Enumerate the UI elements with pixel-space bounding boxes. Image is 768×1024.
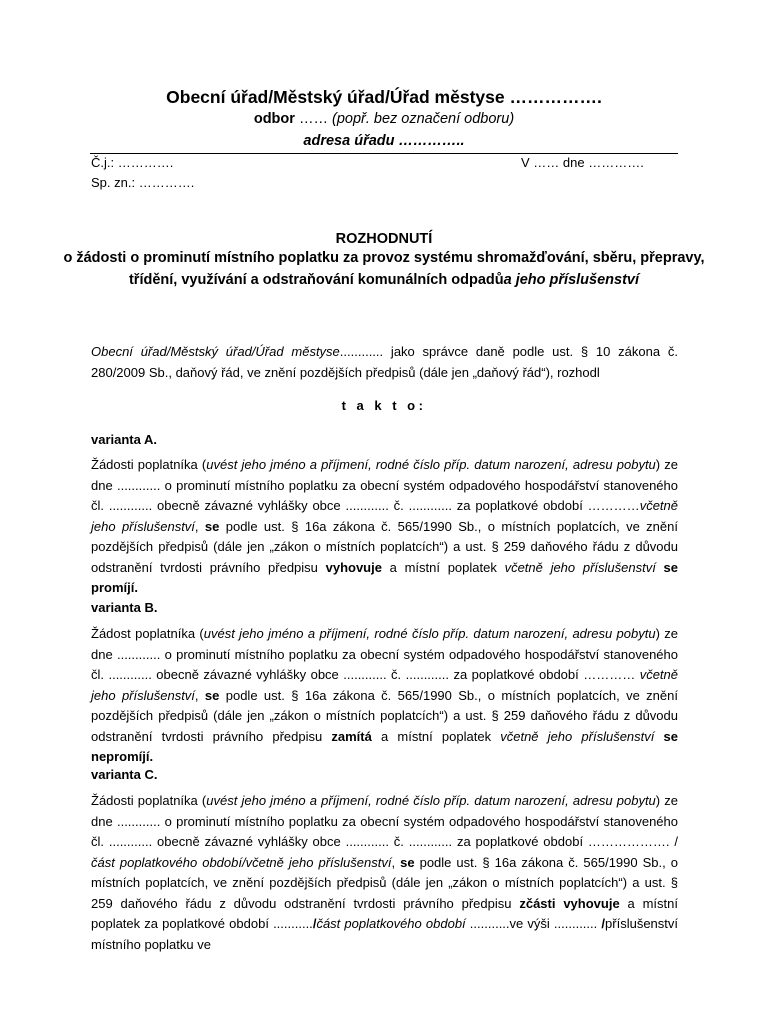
- department-note: (popř. bez označení odboru): [331, 111, 515, 127]
- office-title: Obecní úřad/Městský úřad/Úřad městyse …………….: [166, 87, 602, 107]
- takto-heading: t a k t o:: [341, 398, 427, 413]
- lead-office: Obecní úřad/Městský úřad/Úřad městyse: [91, 344, 340, 359]
- variant-c-label: varianta C.: [91, 767, 158, 782]
- office-address: adresa úřadu …………..: [303, 133, 465, 149]
- decision-subject: o žádosti o prominutí místního poplatku za provoz systému shromažďování, sběru, přepravy, třídění, využívání a odstraňování komunálních odpadůa jeho příslušenství: [63, 250, 705, 288]
- header-divider: [90, 153, 678, 154]
- decision-subject-italic: a jeho příslušenství: [503, 272, 640, 288]
- file-mark: Sp. zn.: ………….: [91, 175, 195, 190]
- decision-heading: ROZHODNUTÍ: [335, 231, 433, 247]
- lead-paragraph: Obecní úřad/Městský úřad/Úřad městyse............ jako správce daně podle ust. § 10 zákona č. 280/2009 Sb., daňový řád, ve znění pozdějších předpisů (dále jen „daňový řád“), rozhodl: [91, 344, 678, 380]
- department-label: odbor: [253, 111, 295, 127]
- department-line: [0, 111, 768, 127]
- variant-a-paragraph: Žádosti poplatníka (uvést jeho jméno a příjmení, rodné číslo příp. datum narození, adresu pobytu) ze dne ............ o prominutí místního poplatku za obecní systém odpadového hospodářství stanoveného čl. ............ obecně závazné vyhlášky obce ............ č. ............ za poplatkové období …………včetně jeho příslušenství, se podle ust. § 16a zákona č. 565/1990 Sb., o místních poplatcích, ve znění pozdějších předpisů (dále jen „zákon o místních poplatcích“) a ust. § 259 daňového řádu z důvodu odstranění tvrdosti právního předpisu vyhovuje a místní poplatek včetně jeho příslušenství se promíjí.: [91, 457, 678, 595]
- department-dots: ……: [294, 111, 332, 127]
- variant-b-paragraph: Žádost poplatníka (uvést jeho jméno a příjmení, rodné číslo příp. datum narození, adresu pobytu) ze dne ............ o prominutí místního poplatku za obecní systém odpadového hospodářství stanoveného čl. ............ obecně závazné vyhlášky obce ............ č. ............ za poplatkové období ………… včetně jeho příslušenství, se podle ust. § 16a zákona č. 565/1990 Sb., o místních poplatcích, ve znění pozdějších předpisů (dále jen „zákon o místních poplatcích“) a ust. § 259 daňového řádu z důvodu odstranění tvrdosti právního předpisu zamítá a místní poplatek včetně jeho příslušenství se nepromíjí.: [91, 626, 678, 764]
- variant-c-paragraph: Žádosti poplatníka (uvést jeho jméno a příjmení, rodné číslo příp. datum narození, adresu pobytu) ze dne ............ o prominutí místního poplatku za obecní systém odpadového hospodářství stanoveného čl. ............ obecně závazné vyhlášky obce ............ č. ............ za poplatkové období ………………. /část poplatkového období/včetně jeho příslušenství, se podle ust. § 16a zákona č. 565/1990 Sb., o místních poplatcích, ve znění pozdějších předpisů (dále jen „zákon o místních poplatcích“) a ust. § 259 daňového řádu z důvodu odstranění tvrdosti právního předpisu zčásti vyhovuje a místní poplatek za poplatkové období .........../část poplatkového období ...........ve výši ............ /příslušenství místního poplatku ve: [91, 793, 679, 952]
- reference-number: Č.j.: ………….: [91, 155, 174, 170]
- variant-b-label: varianta B.: [91, 600, 158, 615]
- variant-a-label: varianta A.: [91, 432, 157, 447]
- place-date: V …… dne ………….: [521, 155, 644, 170]
